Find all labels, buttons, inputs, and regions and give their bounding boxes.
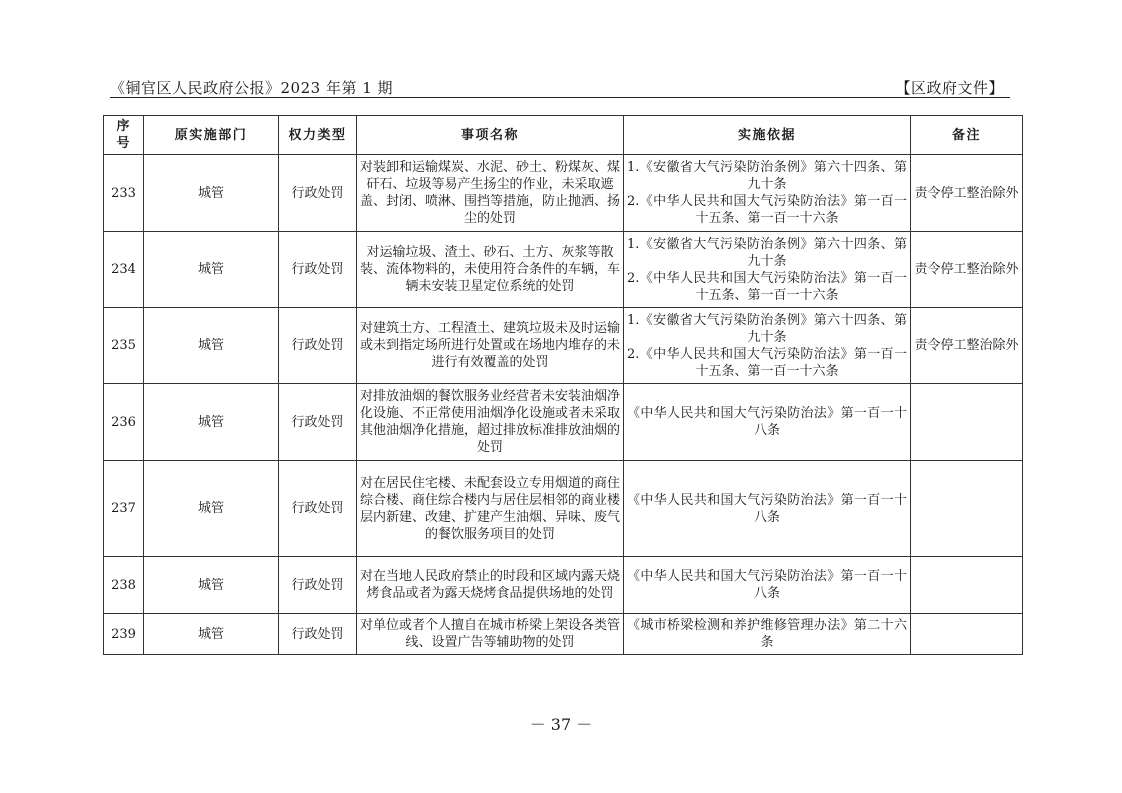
remark-cell: 责令停工整治除外 (911, 232, 1023, 308)
legal-basis-line: 2.《中华人民共和国大气污染防治法》第一百一十五条、第一百一十六条 (627, 346, 907, 379)
power-type-cell: 行政处罚 (279, 232, 357, 308)
col-header-basis: 实施依据 (624, 116, 911, 155)
col-header-note: 备注 (911, 116, 1023, 155)
col-header-dept: 原实施部门 (144, 116, 279, 155)
legal-basis-cell (624, 557, 911, 614)
col-header-type: 权力类型 (279, 116, 357, 155)
remark-cell (911, 384, 1023, 461)
power-type-cell: 行政处罚 (279, 461, 357, 557)
row-number: 235 (104, 308, 144, 384)
remark-cell (911, 461, 1023, 557)
legal-basis-cell (624, 461, 911, 557)
legal-basis-line: 《中华人民共和国大气污染防治法》第一百一十八条 (627, 406, 907, 438)
item-name-cell: 对在居民住宅楼、未配套设立专用烟道的商住综合楼、商住综合楼内与居住层相邻的商业楼层内新建、改建、扩建产生油烟、异味、废气的餐饮服务项目的处罚 (357, 461, 624, 557)
item-name-cell: 对排放油烟的餐饮服务业经营者未安装油烟净化设施、不正常使用油烟净化设施或者未采取其他油烟净化措施，超过排放标准排放油烟的处罚 (357, 384, 624, 461)
table-row (104, 232, 1023, 308)
legal-basis-cell (624, 308, 911, 384)
row-number: 236 (104, 384, 144, 461)
item-name-cell: 对单位或者个人擅自在城市桥梁上架设各类管线、设置广告等辅助物的处罚 (357, 614, 624, 655)
table-row (104, 308, 1023, 384)
table-header-row (104, 116, 1023, 155)
legal-basis-line: 《中华人民共和国大气污染防治法》第一百一十八条 (627, 569, 907, 601)
table-row (104, 614, 1023, 655)
table-row (104, 557, 1023, 614)
power-type-cell: 行政处罚 (279, 384, 357, 461)
row-number: 237 (104, 461, 144, 557)
dept-cell: 城管 (144, 461, 279, 557)
dept-cell: 城管 (144, 614, 279, 655)
row-number: 238 (104, 557, 144, 614)
page-number: － 37 － (529, 715, 593, 734)
col-header-no (104, 116, 144, 155)
legal-basis-line: 2.《中华人民共和国大气污染防治法》第一百一十五条、第一百一十六条 (627, 270, 907, 303)
legal-basis-cell (624, 614, 911, 655)
row-number: 239 (104, 614, 144, 655)
dept-cell: 城管 (144, 155, 279, 232)
remark-cell (911, 557, 1023, 614)
item-name-cell: 对装卸和运输煤炭、水泥、砂土、粉煤灰、煤矸石、垃圾等易产生扬尘的作业，未采取遮盖、封闭、喷淋、围挡等措施，防止抛洒、扬尘的处罚 (357, 155, 624, 232)
section-label: 【区政府文件】 (895, 79, 1004, 97)
col-header-no-text: 序号 (116, 119, 132, 151)
remark-cell: 责令停工整治除外 (911, 308, 1023, 384)
col-header-item: 事项名称 (357, 116, 624, 155)
dept-cell: 城管 (144, 232, 279, 308)
dept-cell: 城管 (144, 308, 279, 384)
legal-basis-cell (624, 155, 911, 232)
journal-title: 《铜官区人民政府公报》2023 年第 1 期 (110, 79, 394, 97)
table-body (104, 155, 1023, 655)
legal-basis-line: 1.《安徽省大气污染防治条例》第六十四条、第九十条 (627, 236, 907, 269)
remark-cell (911, 614, 1023, 655)
row-number: 233 (104, 155, 144, 232)
power-type-cell: 行政处罚 (279, 155, 357, 232)
power-list-table (103, 115, 1023, 655)
dept-cell: 城管 (144, 384, 279, 461)
legal-basis-cell (624, 384, 911, 461)
power-type-cell: 行政处罚 (279, 614, 357, 655)
legal-basis-line: 1.《安徽省大气污染防治条例》第六十四条、第九十条 (627, 312, 907, 345)
legal-basis-line: 《城市桥梁检测和养护维修管理办法》第二十六条 (627, 618, 907, 650)
power-type-cell: 行政处罚 (279, 308, 357, 384)
row-number: 234 (104, 232, 144, 308)
legal-basis-line: 《中华人民共和国大气污染防治法》第一百一十八条 (627, 492, 907, 525)
table-row (104, 155, 1023, 232)
table-row (104, 384, 1023, 461)
item-name-cell: 对在当地人民政府禁止的时段和区域内露天烧烤食品或者为露天烧烤食品提供场地的处罚 (357, 557, 624, 614)
legal-basis-line: 2.《中华人民共和国大气污染防治法》第一百一十五条、第一百一十六条 (627, 194, 907, 226)
legal-basis-cell (624, 232, 911, 308)
legal-basis-line: 1.《安徽省大气污染防治条例》第六十四条、第九十条 (627, 160, 907, 192)
header-divider (110, 97, 1010, 98)
table-row (104, 461, 1023, 557)
dept-cell: 城管 (144, 557, 279, 614)
item-name-cell: 对建筑土方、工程渣土、建筑垃圾未及时运输或未到指定场所进行处置或在场地内堆存的未进行有效覆盖的处罚 (357, 308, 624, 384)
remark-cell: 责令停工整治除外 (911, 155, 1023, 232)
power-type-cell: 行政处罚 (279, 557, 357, 614)
item-name-cell: 对运输垃圾、渣土、砂石、土方、灰浆等散装、流体物料的，未使用符合条件的车辆，车辆未安装卫星定位系统的处罚 (357, 232, 624, 308)
